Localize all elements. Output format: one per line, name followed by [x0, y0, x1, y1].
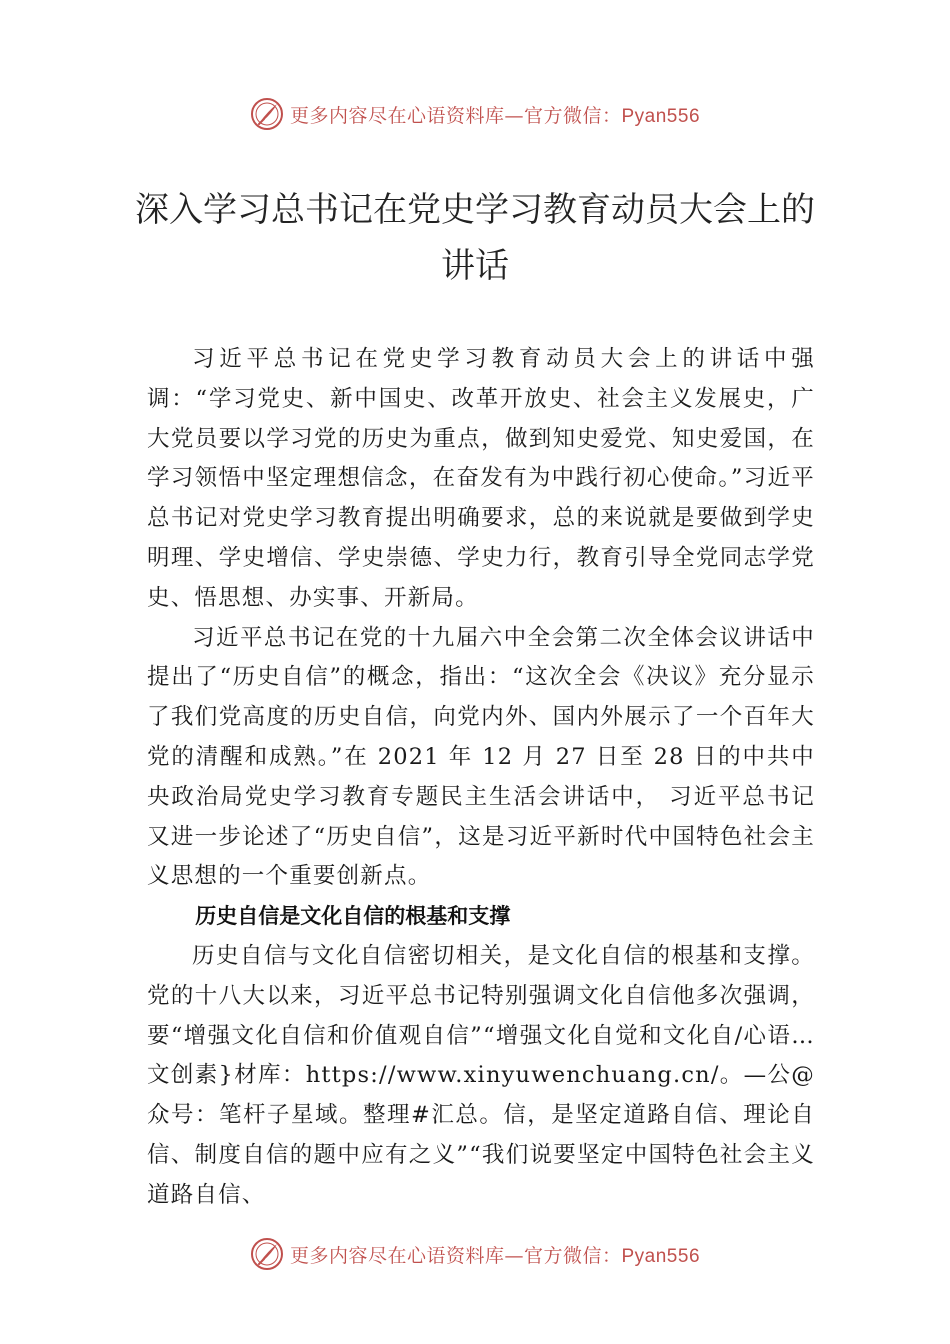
paragraph-3: 历史自信与文化自信密切相关，是文化自信的根基和支撑。党的十八大以来，习近平总书记特别强调文化自信他多次强调，要“增强文化自信和价值观自信”“增强文化自觉和文化自/心语…文创素}材库：https://www.xinyuwenchuang.cn/。—公@众号：笔杆子星域。整理#汇总。信，是坚定道路自信、理论自信、制度自信的题中应有之义”“我们说要坚定中国特色社会主义道路自信、: [147, 942, 815, 1208]
section-heading: 历史自信是文化自信的根基和支撑: [195, 904, 511, 929]
banner-text: 更多内容尽在心语资料库—官方微信：Pyan556: [289, 1244, 701, 1267]
banner-wechat-id: Pyan556: [621, 1245, 701, 1267]
document-body: [147, 340, 815, 1216]
banner-wechat-id: Pyan556: [621, 105, 701, 127]
footer-banner: [0, 1234, 950, 1274]
paragraph-2: 习近平总书记在党的十九届六中全会第二次全体会议讲话中提出了“历史自信”的概念，指出：“这次全会《决议》充分显示了我们党高度的历史自信，向党内外、国内外展示了一个百年大党的清醒和成熟。”在 2021 年 12 月 27 日至 28 日的中共中央政治局党史学习教育专题民主生活会讲话中， 习近平总书记又进一步论述了“历史自信”，这是习近平新时代中国特色社会主义思想的一个重要创新点。: [147, 624, 815, 890]
quill-logo-icon: [250, 1237, 284, 1271]
header-banner: [0, 94, 950, 134]
document-title: 深入学习总书记在党史学习教育动员大会上的讲话: [135, 190, 815, 286]
banner-text: 更多内容尽在心语资料库—官方微信：Pyan556: [289, 104, 701, 127]
quill-logo-icon: [250, 97, 284, 131]
paragraph-1: 习近平总书记在党史学习教育动员大会上的讲话中强调：“学习党史、新中国史、改革开放史、社会主义发展史，广大党员要以学习党的历史为重点，做到知史爱党、知史爱国，在学习领悟中坚定理想信念，在奋发有为中践行初心使命。”习近平总书记对党史学习教育提出明确要求，总的来说就是要做到学史明理、学史增信、学史崇德、学史力行，教育引导全党同志学党史、悟思想、办实事、开新局。: [147, 346, 815, 611]
